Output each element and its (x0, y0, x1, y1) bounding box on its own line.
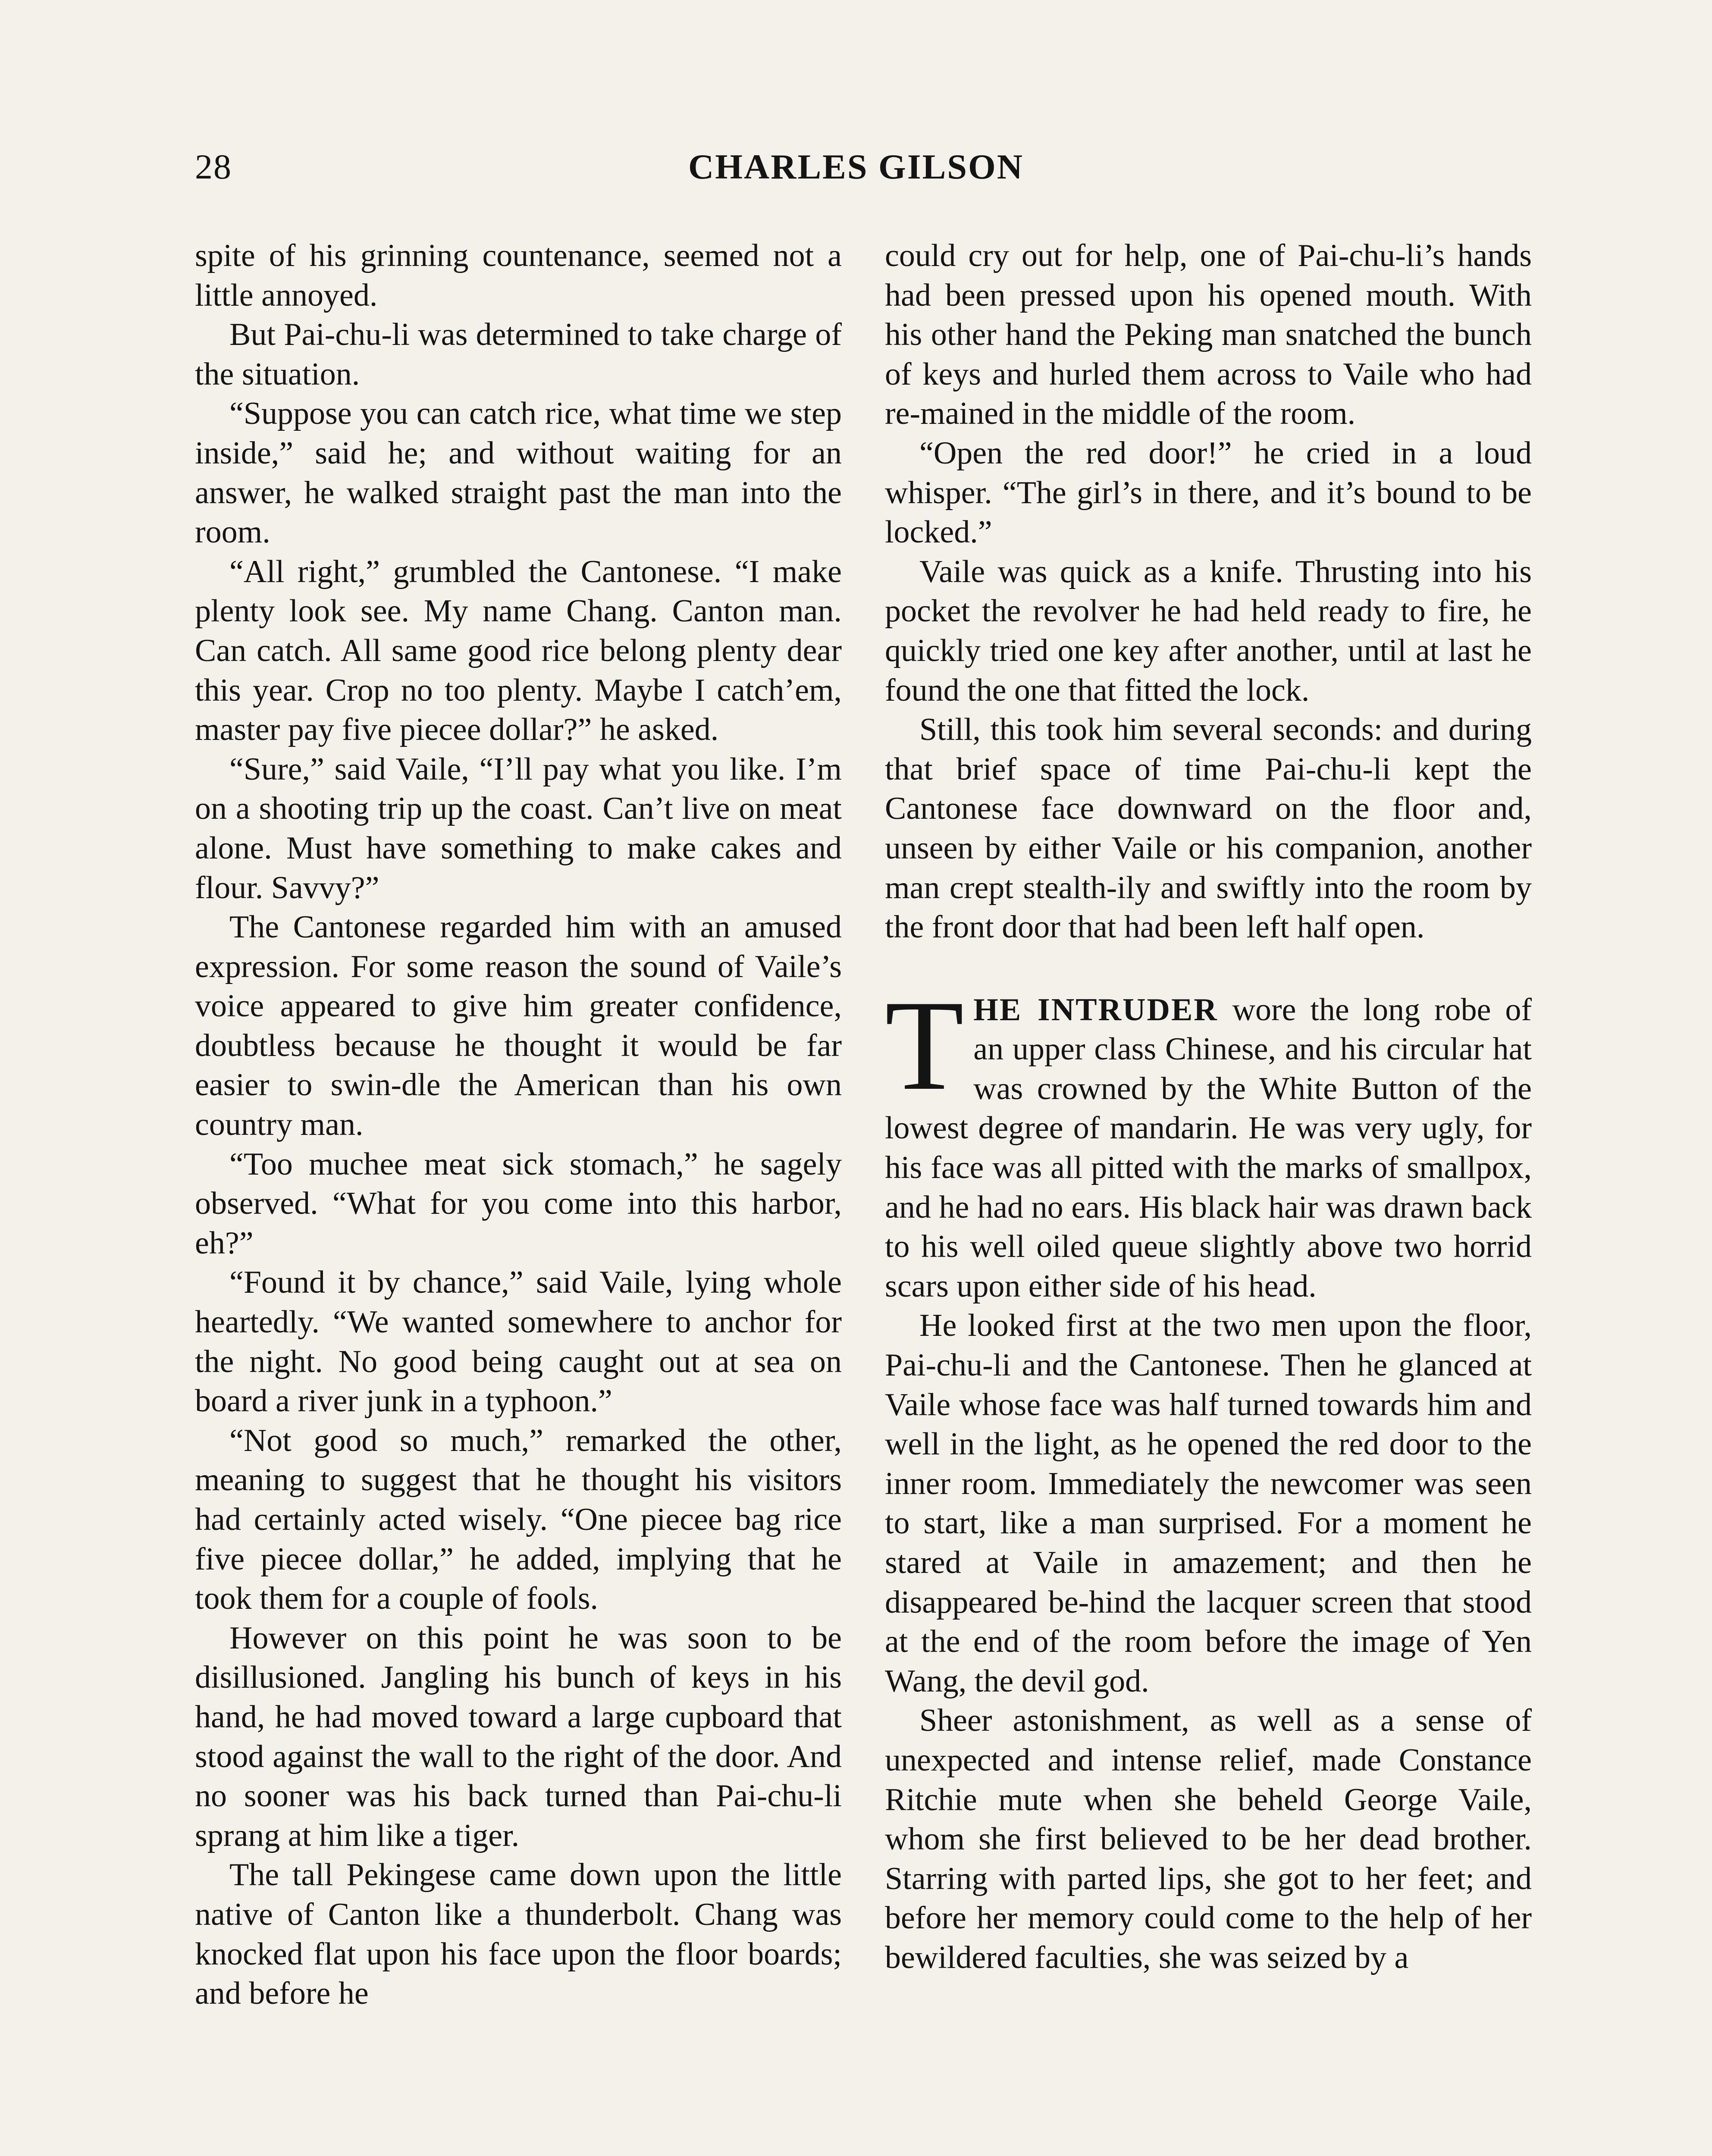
section-break (885, 947, 1532, 990)
paragraph: The Cantonese regarded him with an amused expression. For some reason the sound of Vaile’s voice appeared to give him greater confidence, doubtless because he thought it would be far easier to swin-dle the American than his own country man. (195, 909, 842, 1143)
paragraph: Vaile was quick as a knife. Thrusting into his pocket the revolver he had held ready to fire, he quickly tried one key after another, until at last he found the one that fitted the lock. (885, 554, 1532, 708)
paragraph: However on this point he was soon to be disillusioned. Jangling his bunch of keys in his hand, he had moved toward a large cupboard that stood against the wall to the right of the door. And no sooner was his back turned than Pai-chu-li sprang at him like a tiger. (195, 1620, 842, 1853)
paragraph: “Not good so much,” remarked the other, meaning to suggest that he thought his visitors had certainly acted wisely. “One piecee bag rice five piecee dollar,” he added, implying that he took them for a couple of fools. (195, 1423, 842, 1617)
paragraph: But Pai-chu-li was determined to take charge of the situation. (195, 317, 842, 392)
paragraph: “Open the red door!” he cried in a loud whisper. “The girl’s in there, and it’s bound to be locked.” (885, 435, 1532, 550)
paragraph: “All right,” grumbled the Cantonese. “I make plenty look see. My name Chang. Canton man. Can catch. All same good rice belong plenty dear this year. Crop no too plenty. Maybe I catch’em, master pay five piecee dollar?” he asked. (195, 554, 842, 748)
paragraph: He looked first at the two men upon the floor, Pai-chu-li and the Cantonese. Then he glanced at Vaile whose face was half turned towards him and well in the light, as he opened the red door to the inner room. Immediately the newcomer was seen to start, like a man surprised. For a moment he stared at Vaile in amazement; and then he disappeared be-hind the lacquer screen that stood at the end of the room before the image of Yen Wang, the devil god. (885, 1308, 1532, 1699)
right-column (885, 236, 1532, 1978)
left-column (195, 236, 842, 2014)
running-head: CHARLES GILSON (688, 147, 1024, 186)
page-number: 28 (195, 147, 232, 186)
paragraph: The tall Pekingese came down upon the little native of Canton like a thunderbolt. Chang was knocked flat upon his face upon the floor boards; and before he (195, 1857, 842, 2012)
paragraph: spite of his grinning countenance, seemed not a little annoyed. (195, 238, 842, 313)
paragraph: “Too muchee meat sick stomach,” he sagely observed. “What for you come into this harbor, eh?” (195, 1146, 842, 1261)
paragraph: Sheer astonishment, as well as a sense of unexpected and intense relief, made Constance Ritchie mute when she beheld George Vaile, whom she first believed to be her dead brother. Starring with parted lips, she got to her feet; and before her memory could come to the help of her bewildered faculties, she was seized by a (885, 1703, 1532, 1975)
paragraph: “Found it by chance,” said Vaile, lying whole heartedly. “We wanted somewhere to anchor for the night. No good being caught out at sea on board a river junk in a typhoon.” (195, 1265, 842, 1419)
section-opening-paragraph (885, 973, 1532, 1307)
drop-cap: T (885, 973, 964, 1117)
paragraph: “Sure,” said Vaile, “I’ll pay what you like. I’m on a shooting trip up the coast. Can’t live on meat alone. Must have something to make cakes and flour. Savvy?” (195, 751, 842, 906)
section-opening-text: wore the long robe of an upper class Chinese, and his circular hat was crowned by the White Button of the lowest degree of mandarin. He was very ugly, for his face was all pitted with the marks of smallpox, and he had no ears. His black hair was drawn back to his well oiled queue slightly above two horrid scars upon either side of his head. (885, 992, 1532, 1304)
section-lead-caps: HE INTRUDER (973, 992, 1218, 1028)
paragraph: could cry out for help, one of Pai-chu-li’s hands had been pressed upon his opened mouth. With his other hand the Peking man snatched the bunch of keys and hurled them across to Vaile who had re-mained in the middle of the room. (885, 238, 1532, 432)
paragraph: “Suppose you can catch rice, what time we step inside,” said he; and without waiting for an answer, he walked straight past the man into the room. (195, 396, 842, 550)
paragraph: Still, this took him several seconds: and during that brief space of time Pai-chu-li kept the Cantonese face downward on the floor and, unseen by either Vaile or his companion, another man crept stealth-ily and swiftly into the room by the front door that had been left half open. (885, 712, 1532, 945)
